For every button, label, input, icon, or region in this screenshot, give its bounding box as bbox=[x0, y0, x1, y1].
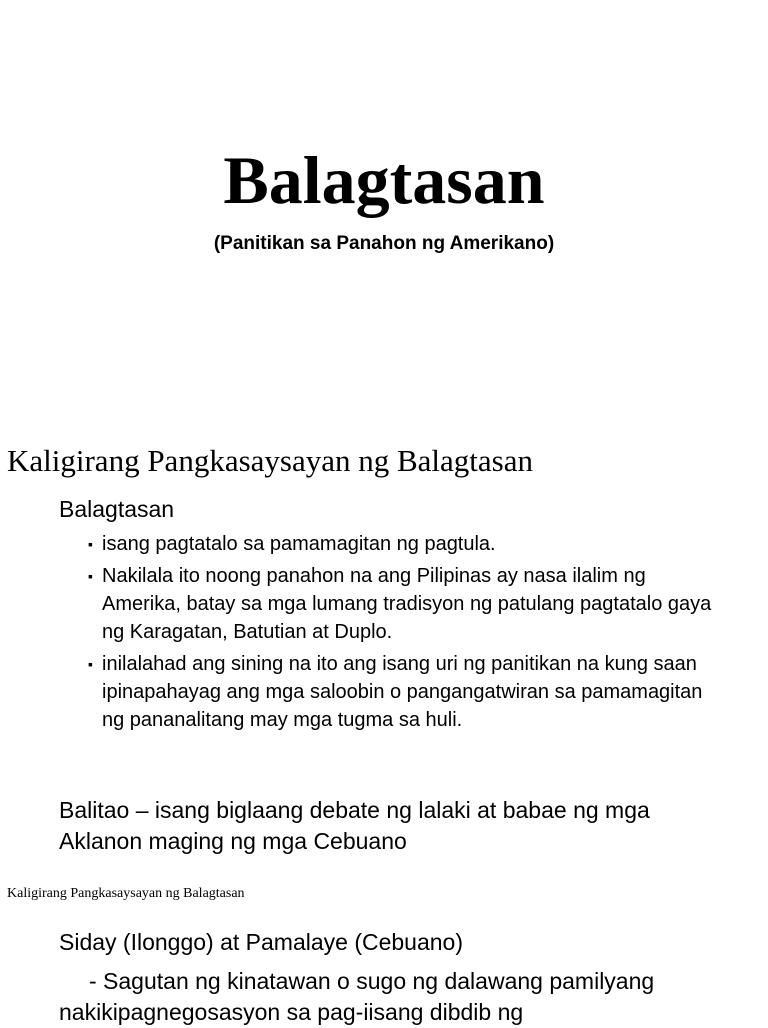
bullet-icon: ▪ bbox=[88, 536, 93, 552]
bullet-list bbox=[88, 530, 728, 738]
siday-heading: Siday (Ilonggo) at Pamalaye (Cebuano) bbox=[59, 929, 464, 955]
balitao-paragraph: Balitao – isang biglaang debate ng lalaki at babae ng mga Aklanon maging ng mga Cebuano bbox=[59, 797, 650, 854]
slide-subtitle: (Panitikan sa Panahon ng Amerikano) bbox=[213, 233, 555, 254]
list-item bbox=[88, 530, 728, 558]
bullet-text: Nakilala ito noong panahon na ang Pilipinas ay nasa ilalim ng Amerika, batay sa mga lumang tradisyon ng patulang pagtatalo gaya ng Karagatan, Batutian at Duplo. bbox=[102, 565, 712, 643]
bullet-text: inilalahad ang sining na ito ang isang uri ng panitikan na kung saan ipinapahayag ang mga saloobin o pangangatwiran sa pamamagitan ng pananalitang may mga tugma sa huli. bbox=[102, 653, 703, 731]
bullet-icon: ▪ bbox=[88, 568, 93, 584]
bullet-icon: ▪ bbox=[88, 656, 93, 672]
slide-title: Balagtasan bbox=[223, 142, 545, 218]
list-item bbox=[88, 650, 728, 734]
siday-description: - Sagutan ng kinatawan o sugo ng dalawang pamilyang nakikipagnegosasyon sa pag-iisang dibdib ng bbox=[59, 968, 655, 1025]
slide-label: Kaligirang Pangkasaysayan ng Balagtasan bbox=[7, 886, 245, 901]
section-heading: Kaligirang Pangkasaysayan ng Balagtasan bbox=[7, 443, 533, 478]
list-item bbox=[88, 562, 728, 646]
bullet-text: isang pagtatalo sa pamamagitan ng pagtula. bbox=[102, 533, 496, 555]
lead-term: Balagtasan bbox=[59, 496, 175, 522]
